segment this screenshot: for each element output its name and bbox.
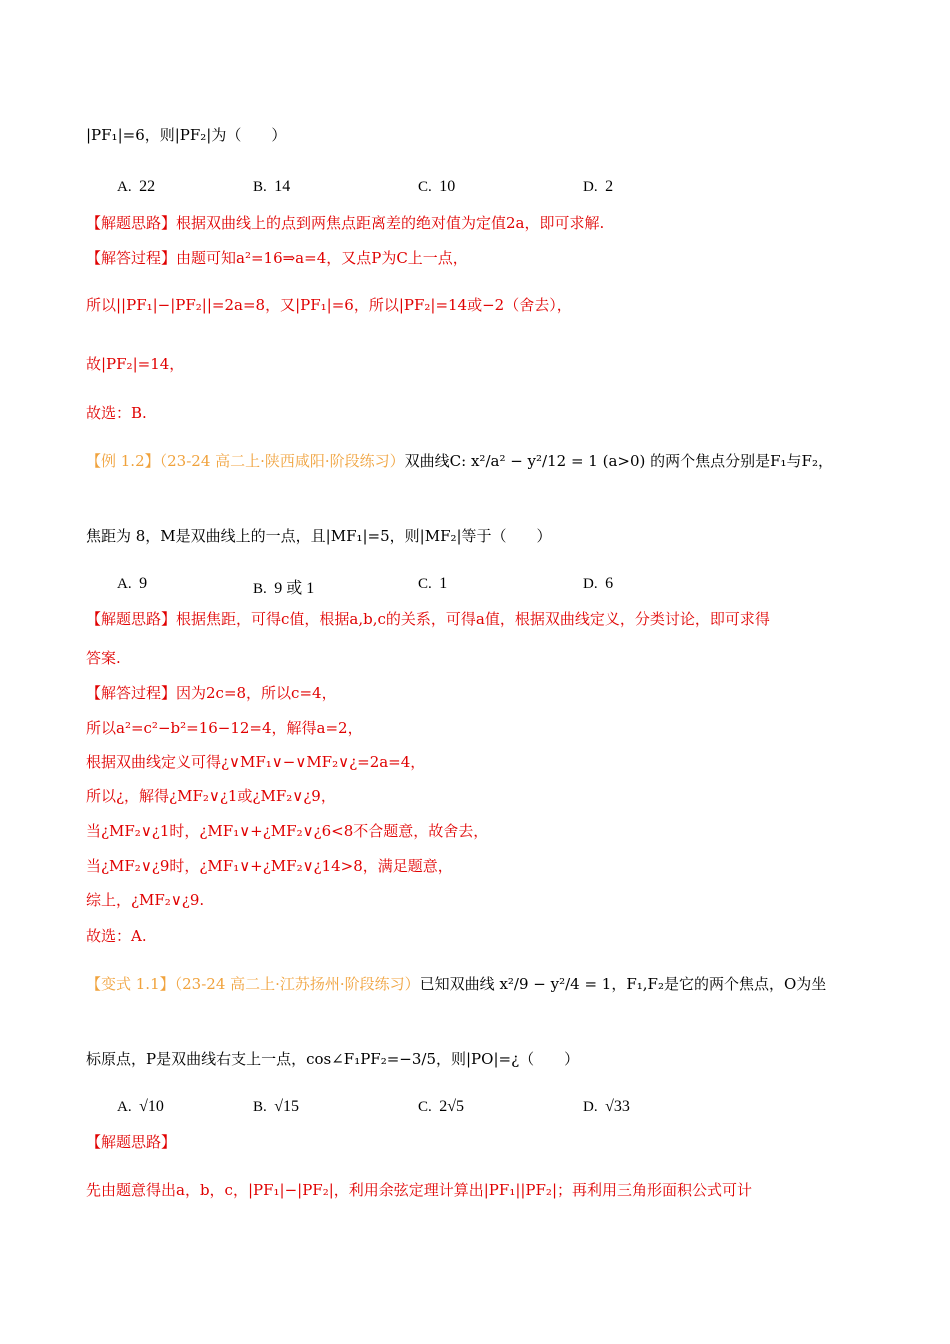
option-label: B. [253,1099,267,1115]
q2-solution-step-5: 当¿MF₂∨¿1时，¿MF₁∨+¿MF₂∨¿6<8不合题意，故舍去， [86,822,489,840]
variant-tag: 【变式 1.1】（23-24 高二上·江苏扬州·阶段练习） [86,975,420,993]
q2-solution-step-1: 【解答过程】因为2c=8，所以c=4， [86,684,337,702]
example-statement: 双曲线C: x²/a² − y²/12 = 1 (a>0) 的两个焦点分别是F₁与F₂， [404,452,833,470]
q2-option-d[interactable] [583,575,613,593]
option-value: √33 [605,1098,630,1115]
option-value: 1 [439,575,448,592]
q3-option-a[interactable] [117,1098,164,1116]
example-1-2-statement-cont: 焦距为 8，M是双曲线上的一点，且|MF₁|=5，则|MF₂|等于（ ） [86,527,552,545]
option-value: √15 [274,1098,300,1115]
option-label: D. [583,576,598,592]
option-value: 2 [605,178,614,195]
q2-option-b[interactable] [253,575,314,598]
option-value: 2√5 [439,1098,465,1115]
q3-solution-hint: 先由题意得出a，b，c，|PF₁|−|PF₂|，利用余弦定理计算出|PF₁||PF₂|；再利用三角形面积公式可计 [86,1181,753,1199]
option-label: B. [253,581,267,597]
option-value: 6 [605,575,614,592]
q3-option-d[interactable] [583,1098,630,1116]
q1-option-c[interactable] [418,178,455,196]
option-value: 22 [139,178,156,195]
option-label: C. [418,179,432,195]
option-value: 10 [439,178,456,195]
q1-solution-step-1: 【解答过程】由题可知a²=16⇒a=4，又点P为C上一点， [86,249,468,267]
option-label: C. [418,1099,432,1115]
q1-solution-hint: 【解题思路】根据双曲线上的点到两焦点距离差的绝对值为定值2a，即可求解. [86,214,605,232]
q2-option-a[interactable] [117,575,147,593]
example-1-2-header [86,450,833,472]
q2-option-c[interactable] [418,575,447,593]
option-label: D. [583,179,598,195]
q2-solution-hint-cont: 答案. [86,649,121,667]
example-tag: 【例 1.2】（23-24 高二上·陕西咸阳·阶段练习） [86,452,405,470]
q2-solution-step-2: 所以a²=c²−b²=16−12=4，解得a=2， [86,719,363,737]
option-label: A. [117,576,132,592]
option-value: √10 [139,1098,164,1115]
q1-option-a[interactable] [117,178,155,196]
option-value: 9 或 1 [274,580,315,597]
q1-choice: 故选：B. [86,404,147,422]
variant-1-1-header [86,973,826,995]
q1-solution-step-2: 所以||PF₁|−|PF₂||=2a=8，又|PF₁|=6，所以|PF₂|=14或−2（舍去）， [86,296,572,314]
q1-solution-step-3: 故|PF₂|=14， [86,355,185,373]
q2-solution-step-3: 根据双曲线定义可得¿∨MF₁∨−∨MF₂∨¿=2a=4， [86,753,426,771]
option-value: 9 [139,575,148,592]
q2-solution-step-7: 综上，¿MF₂∨¿9. [86,891,205,909]
q2-solution-step-4: 所以¿，解得¿MF₂∨¿1或¿MF₂∨¿9， [86,787,336,805]
option-label: D. [583,1099,598,1115]
q2-solution-step-6: 当¿MF₂∨¿9时，¿MF₁∨+¿MF₂∨¿14>8，满足题意， [86,857,453,875]
variant-1-1-statement-cont: 标原点，P是双曲线右支上一点，cos∠F₁PF₂=−3/5，则|PO|=¿（ ） [86,1050,580,1068]
q1-option-d[interactable] [583,178,613,196]
q2-solution-hint: 【解题思路】根据焦距，可得c值，根据a,b,c的关系，可得a值，根据双曲线定义，分类讨论，即可求得 [86,610,770,628]
q3-solution-hint-title: 【解题思路】 [86,1133,177,1151]
option-value: 14 [274,178,291,195]
option-label: A. [117,179,132,195]
q1-option-b[interactable] [253,178,290,196]
option-label: A. [117,1099,132,1115]
option-label: B. [253,179,267,195]
q3-option-c[interactable] [418,1098,464,1116]
q3-option-b[interactable] [253,1098,299,1116]
option-label: C. [418,576,432,592]
variant-statement: 已知双曲线 x²/9 − y²/4 = 1，F₁,F₂是它的两个焦点，O为坐 [419,975,827,993]
problem-line-pf: |PF₁|=6，则|PF₂|为（ ） [86,126,287,144]
q2-choice: 故选：A. [86,927,147,945]
